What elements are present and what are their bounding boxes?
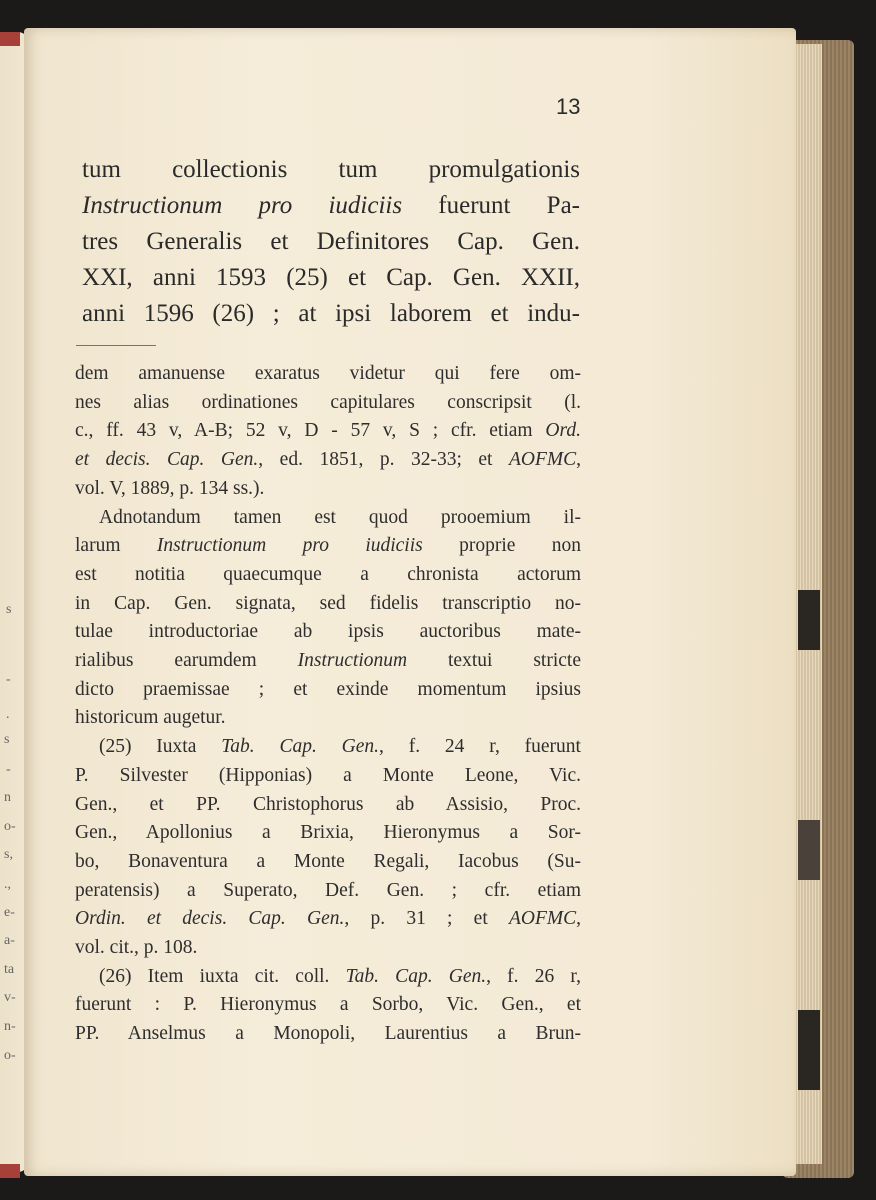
note-line: est notitia quaecumque a chronista actorum xyxy=(75,563,581,585)
facing-page-fragment: s, xyxy=(4,847,13,862)
facing-page-fragment: o- xyxy=(4,819,16,834)
note-line: et decis. Cap. Gen., ed. 1851, p. 32-33; et AOFMC, xyxy=(75,449,581,471)
note-line: vol. cit., p. 108. xyxy=(75,937,198,959)
note-line: tulae introductoriae ab ipsis auctoribus mate- xyxy=(75,621,581,643)
footnotes xyxy=(75,360,581,1049)
note-line: fuerunt : P. Hieronymus a Sorbo, Vic. Gen., et xyxy=(75,994,581,1016)
note-line: historicum augetur. xyxy=(75,707,226,729)
page-number: 13 xyxy=(556,94,581,119)
red-page-edge xyxy=(0,1164,20,1178)
text-line: tum collectionis tum promulgationis xyxy=(82,156,580,183)
note-line: Ordin. et decis. Cap. Gen., p. 31 ; et AOFMC, xyxy=(75,908,581,930)
facing-page-fragment: ta xyxy=(4,962,15,977)
note-line: in Cap. Gen. signata, sed fidelis transcriptio no- xyxy=(75,592,581,614)
note-line: peratensis) a Superato, Def. Gen. ; cfr. etiam xyxy=(75,879,581,901)
note-line: Gen., Apollonius a Brixia, Hieronymus a Sor- xyxy=(75,822,581,844)
note-line: dem amanuense exaratus videtur qui fere om- xyxy=(75,363,581,384)
facing-page-fragment: o- xyxy=(4,1048,16,1063)
note-line: Gen., et PP. Christophorus ab Assisio, Proc. xyxy=(75,793,581,815)
main-text xyxy=(82,152,580,332)
facing-page-fragment: - xyxy=(6,762,11,777)
note-line: vol. V, 1889, p. 134 ss.). xyxy=(75,477,265,499)
text-line: tres Generalis et Definitores Cap. Gen. xyxy=(82,228,580,255)
facing-page-fragment: - xyxy=(6,672,11,687)
facing-page-fragment: v- xyxy=(4,990,16,1005)
note-line: rialibus earumdem Instructionum textui stricte xyxy=(75,650,581,672)
adjacent-print-fragment xyxy=(798,590,820,650)
facing-page-fragment: ., xyxy=(4,877,11,892)
facing-page-fragment: s xyxy=(6,602,12,617)
note-line: P. Silvester (Hipponias) a Monte Leone, Vic. xyxy=(75,764,581,786)
note-line: PP. Anselmus a Monopoli, Laurentius a Brun- xyxy=(75,1023,581,1045)
adjacent-print-fragment xyxy=(798,820,820,880)
text-line: XXI, anni 1593 (25) et Cap. Gen. XXII, xyxy=(82,264,580,291)
note-line: Adnotandum tamen est quod prooemium il- xyxy=(99,506,581,528)
note-line: c., ff. 43 v, A-B; 52 v, D - 57 v, S ; cfr. etiam Ord. xyxy=(75,420,581,442)
text-line: anni 1596 (26) ; at ipsi laborem et indu- xyxy=(82,300,580,327)
facing-page-fragment: s xyxy=(4,732,10,747)
facing-page-fragment: . xyxy=(6,707,10,722)
footnote-separator xyxy=(76,345,156,346)
adjacent-print-fragment xyxy=(798,1010,820,1090)
note-line: larum Instructionum pro iudiciis proprie non xyxy=(75,535,582,557)
facing-page-fragment: e- xyxy=(4,905,15,920)
note-line: bo, Bonaventura a Monte Regali, Iacobus (Su- xyxy=(75,850,581,872)
red-page-edge xyxy=(0,32,20,46)
facing-page-fragment: n- xyxy=(4,1019,16,1034)
note-line: dicto praemissae ; et exinde momentum ipsius xyxy=(75,678,581,700)
facing-page-fragment: n xyxy=(4,790,11,805)
note-line: (25) Iuxta Tab. Cap. Gen., f. 24 r, fuerunt xyxy=(99,736,581,758)
facing-page-fragment: a- xyxy=(4,933,15,948)
note-line: nes alias ordinationes capitulares conscripsit (l. xyxy=(75,391,581,413)
text-line: Instructionum pro iudiciis fuerunt Pa- xyxy=(82,192,580,219)
note-line: (26) Item iuxta cit. coll. Tab. Cap. Gen., f. 26 r, xyxy=(99,965,581,987)
